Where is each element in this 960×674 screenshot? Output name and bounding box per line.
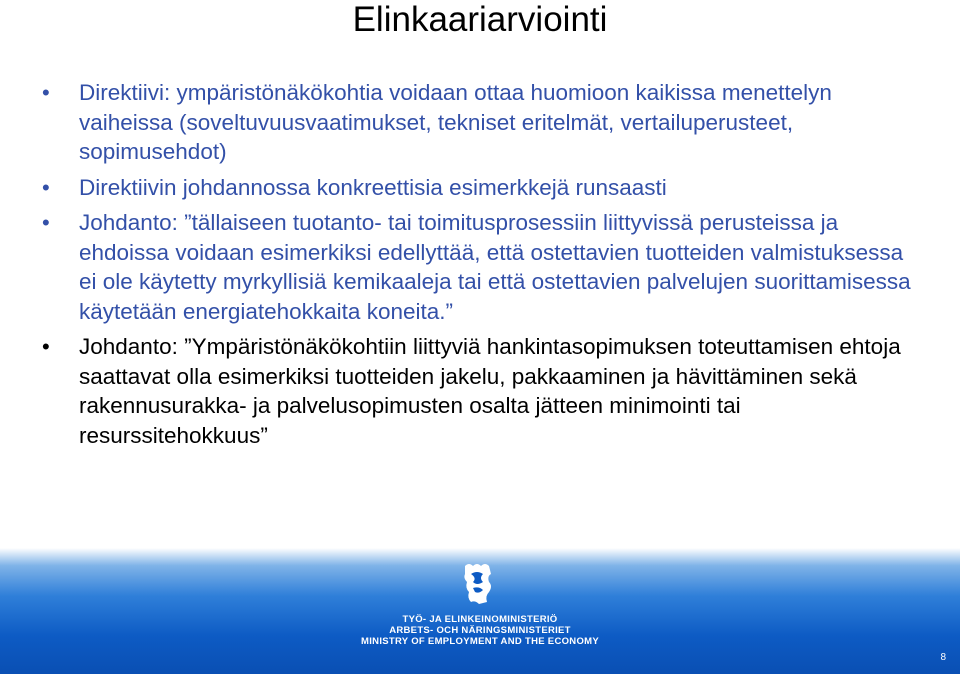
ministry-name-sv: ARBETS- OCH NÄRINGSMINISTERIET xyxy=(389,625,571,636)
page-number: 8 xyxy=(940,652,946,663)
ministry-name-fi: TYÖ- JA ELINKEINOMINISTERIÖ xyxy=(402,614,558,625)
bullet-text: Direktiivin johdannossa konkreettisia esimerkkejä runsaasti xyxy=(79,174,667,200)
bullet-item-1 xyxy=(42,78,922,167)
bullet-icon: • xyxy=(42,174,50,200)
slide-title: Elinkaariarviointi xyxy=(352,0,608,39)
bullet-item-4 xyxy=(42,332,922,450)
bullet-text: Johdanto: ”tällaiseen tuotanto- tai toimitusprosessiin liittyvissä perusteissa ja ehdoissa voidaan esimerkiksi edellyttää, että ostettavien tuotteiden valmistuksessa ei ole käytetty myrkyllisiä kemikaaleja tai että ostettavien palvelujen suorittamisessa käytetään energiatehokkaita koneita.” xyxy=(79,210,911,324)
bullet-icon: • xyxy=(42,80,50,105)
bullet-text: Johdanto: ”Ympäristönäkökohtiin liittyviä hankintasopimuksen toteuttamisen ehtoja saattavat olla esimerkiksi tuotteiden jakelu, pakkaaminen ja hävittäminen sekä rakennusurakka- ja palvelusopimusten osalta jätteen minimointi tai resurssitehokkuus” xyxy=(79,334,901,448)
bullet-item-3 xyxy=(42,208,922,326)
ministry-name-en: MINISTRY OF EMPLOYMENT AND THE ECONOMY xyxy=(361,636,599,647)
bullet-text: Direktiivi: ympäristönäkökohtia voidaan ottaa huomioon kaikissa menettelyn vaiheissa (soveltuvuusvaatimukset, tekniset eritelmät, vertailuperusteet, sopimusehdot) xyxy=(79,80,832,164)
bullet-item-2 xyxy=(42,173,922,203)
bullet-icon: • xyxy=(42,334,50,359)
bullet-icon: • xyxy=(42,210,50,235)
bullet-list xyxy=(42,78,922,456)
ministry-lion-logo-icon xyxy=(461,562,495,606)
